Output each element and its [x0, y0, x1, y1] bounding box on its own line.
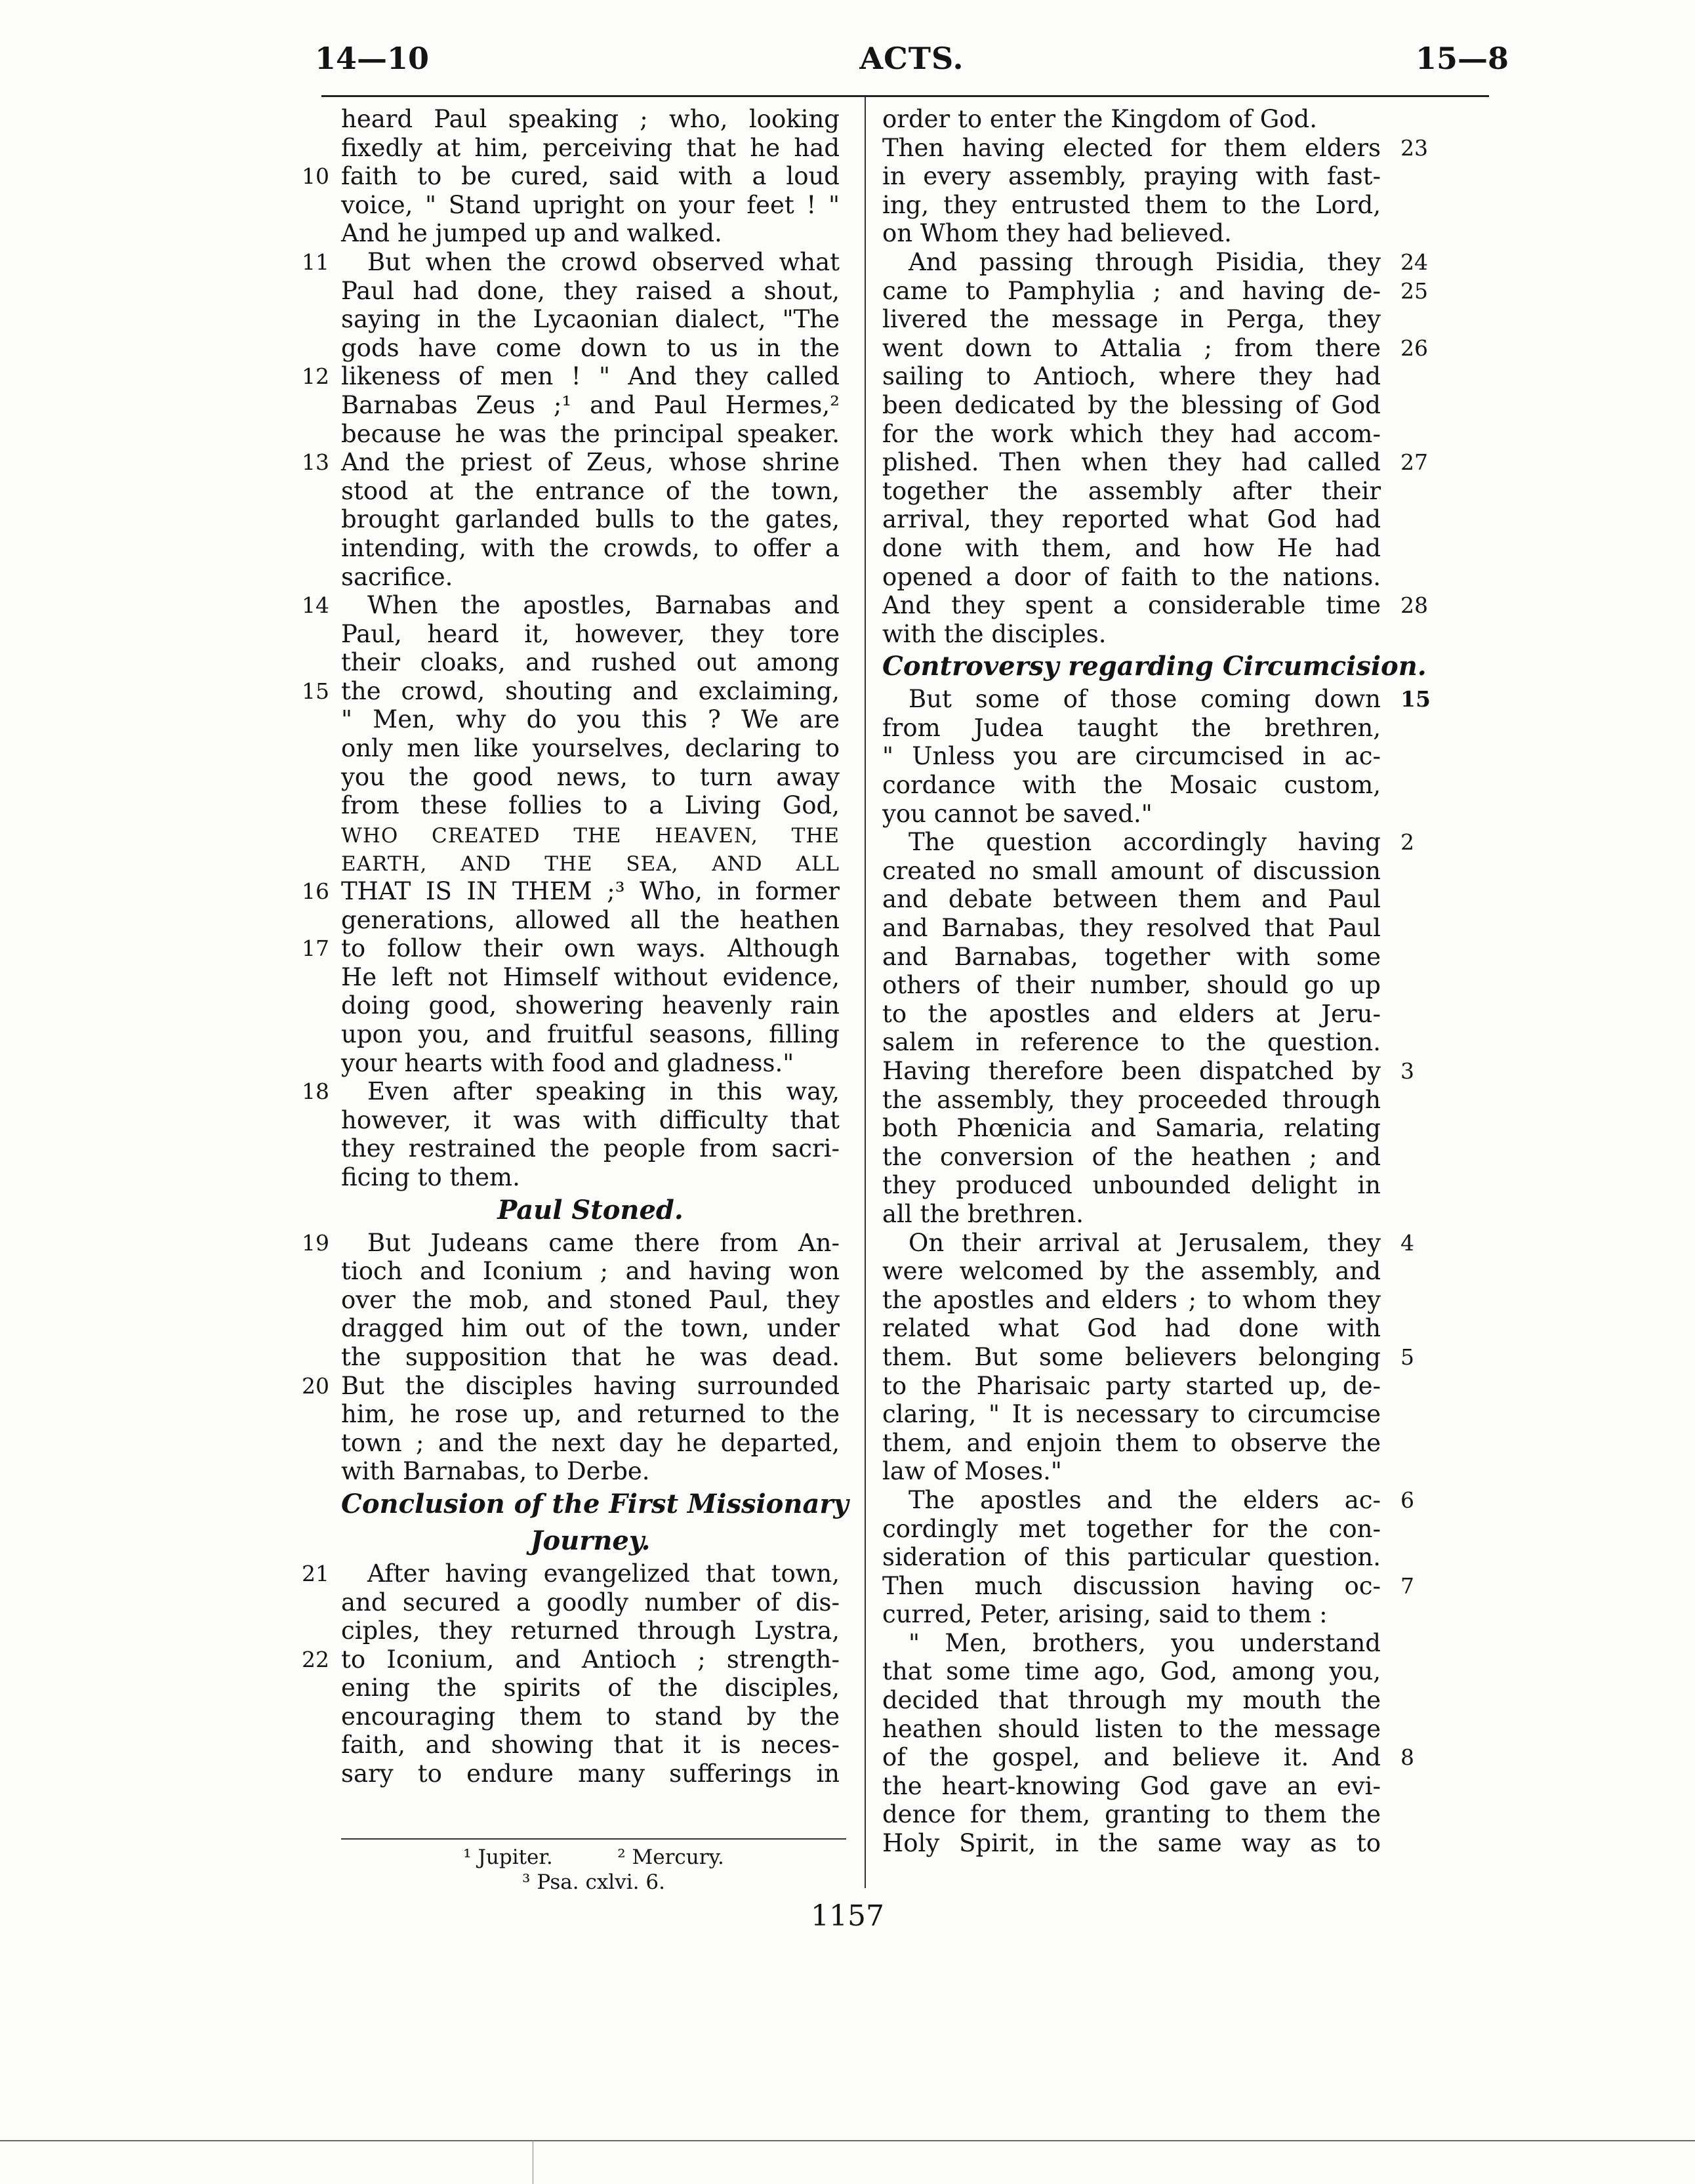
verse-number: 6	[1400, 1487, 1414, 1513]
header-verse-range-end: 15—8	[1415, 41, 1509, 76]
text-line	[882, 333, 1428, 363]
text-line	[882, 914, 1381, 943]
line-text: And the priest of Zeus, whose shrine	[341, 448, 840, 477]
line-text: sailing to Antioch, where they had	[882, 362, 1381, 391]
line-text: The apostles and the elders ac-	[909, 1485, 1381, 1514]
text-line	[882, 448, 1428, 477]
text-line	[882, 534, 1381, 563]
text-line	[341, 1286, 840, 1315]
footnote-line: ³ Psa. cxlvi. 6.	[522, 1870, 665, 1894]
verse-number: 15	[302, 678, 329, 704]
line-text: encouraging them to stand by the	[341, 1702, 840, 1731]
verse-number: 16	[302, 878, 329, 905]
line-text: together the assembly after their	[882, 476, 1381, 505]
line-text: voice, " Stand upright on your feet ! "	[341, 190, 840, 219]
text-line	[882, 800, 1381, 829]
line-text: related what God had done with	[882, 1314, 1381, 1343]
line-text: created no small amount of discussion	[882, 856, 1381, 885]
text-line	[882, 1000, 1381, 1029]
text-line	[882, 391, 1381, 420]
line-text: Then much discussion having oc-	[882, 1571, 1381, 1600]
text-line	[302, 877, 840, 906]
line-text: But some of those coming down	[909, 685, 1381, 714]
line-text: cordance with the Mosaic custom,	[882, 771, 1381, 800]
text-line	[341, 1257, 840, 1286]
line-text: EARTH, AND THE SEA, AND ALL	[341, 852, 840, 876]
line-text: that some time ago, God, among you,	[882, 1657, 1381, 1686]
text-line	[341, 391, 840, 420]
line-text: to the apostles and elders at Jeru-	[882, 999, 1381, 1028]
text-line	[882, 1314, 1381, 1343]
line-text: faith, and showing that it is neces-	[341, 1731, 840, 1760]
line-text: came to Pamphylia ; and having de-	[882, 276, 1381, 305]
line-text: sacrifice.	[341, 562, 453, 591]
text-line	[882, 1171, 1381, 1200]
line-text: Barnabas Zeus ;¹ and Paul Hermes,²	[341, 390, 840, 419]
text-line	[341, 563, 840, 592]
verse-number: 7	[1400, 1573, 1414, 1599]
text-line	[341, 1314, 840, 1343]
text-line	[341, 906, 840, 935]
text-line	[882, 1629, 1381, 1658]
text-line	[341, 477, 840, 506]
line-text: upon you, and fruitful seasons, filling	[341, 1020, 840, 1048]
text-line	[302, 1645, 840, 1674]
text-line	[302, 1371, 840, 1401]
section-heading: Journey.	[530, 1525, 651, 1556]
text-line	[882, 162, 1381, 191]
verse-number: 12	[302, 363, 329, 390]
line-text: curred, Peter, arising, said to them :	[882, 1600, 1328, 1629]
line-text: and debate between them and Paul	[882, 885, 1381, 914]
text-line	[302, 1077, 840, 1106]
line-text: Then having elected for them elders	[882, 133, 1381, 162]
text-line	[882, 885, 1381, 914]
text-line	[882, 1600, 1381, 1629]
text-line	[882, 362, 1381, 391]
verse-number: 18	[302, 1079, 329, 1105]
text-line	[882, 1086, 1381, 1115]
verse-number: 3	[1400, 1058, 1414, 1084]
text-line	[882, 105, 1381, 134]
line-text: generations, allowed all the heathen	[341, 905, 840, 934]
line-text: and Barnabas, together with some	[882, 942, 1381, 971]
text-line	[882, 742, 1381, 771]
text-line	[882, 1485, 1414, 1515]
text-line	[882, 1286, 1381, 1315]
line-text: with Barnabas, to Derbe.	[341, 1457, 650, 1486]
line-text: to follow their own ways. Although	[341, 934, 840, 963]
line-text: both Phœnicia and Samaria, relating	[882, 1114, 1381, 1143]
line-text: ening the spirits of the disciples,	[341, 1674, 840, 1702]
verse-number: 25	[1400, 278, 1428, 304]
line-text: And he jumped up and walked.	[341, 219, 722, 248]
text-line	[882, 1257, 1381, 1286]
text-line	[882, 1829, 1381, 1858]
line-text: for the work which they had accom-	[882, 419, 1381, 448]
line-text: were welcomed by the assembly, and	[882, 1257, 1381, 1286]
line-text: Even after speaking in this way,	[367, 1077, 840, 1106]
line-text: But the disciples having surrounded	[341, 1371, 840, 1400]
text-line	[341, 1731, 840, 1760]
text-line	[341, 1702, 840, 1731]
text-line	[341, 1134, 840, 1163]
text-line	[341, 620, 840, 649]
line-text: decided that through my mouth the	[882, 1686, 1381, 1715]
text-line	[341, 534, 840, 563]
line-text: only men like yourselves, declaring to	[341, 734, 840, 763]
line-text: others of their number, should go up	[882, 971, 1381, 1000]
text-line	[882, 1143, 1381, 1172]
text-line	[882, 1657, 1381, 1686]
text-line	[341, 277, 840, 306]
line-text: on Whom they had believed.	[882, 219, 1232, 248]
line-text: But Judeans came there from An-	[367, 1228, 840, 1257]
line-text: salem in reference to the question.	[882, 1028, 1381, 1057]
line-text: them. But some believers belonging	[882, 1342, 1381, 1371]
line-text: Paul, heard it, however, they tore	[341, 619, 840, 648]
line-text: Having therefore been dispatched by	[882, 1057, 1381, 1085]
line-text: in every assembly, praying with fast-	[882, 162, 1381, 191]
text-line	[882, 133, 1428, 163]
text-line	[882, 1686, 1381, 1715]
line-text: town ; and the next day he departed,	[341, 1428, 840, 1457]
verse-number: 23	[1400, 134, 1428, 161]
text-line	[302, 162, 840, 191]
text-line	[882, 971, 1381, 1000]
text-line	[882, 1743, 1414, 1772]
line-text: WHO CREATED THE HEAVEN, THE	[341, 823, 840, 848]
line-text: and secured a goodly number of dis-	[341, 1588, 840, 1617]
verse-number: 8	[1400, 1744, 1414, 1771]
section-heading: Paul Stoned.	[497, 1194, 684, 1226]
section-heading: Controversy regarding Circumcision.	[882, 651, 1427, 682]
verse-number: 15	[1400, 686, 1431, 712]
line-text: faith to be cured, said with a loud	[341, 162, 840, 191]
text-line	[341, 1400, 840, 1429]
text-line	[882, 563, 1381, 592]
header-book-title: ACTS.	[859, 41, 964, 76]
text-line	[341, 1588, 840, 1617]
text-line	[882, 1543, 1381, 1572]
text-line	[882, 943, 1381, 972]
line-text: the supposition that he was dead.	[341, 1342, 840, 1371]
verse-number: 5	[1400, 1344, 1414, 1370]
text-line	[341, 420, 840, 449]
text-line	[302, 448, 840, 477]
line-text: because he was the principal speaker.	[341, 419, 840, 448]
text-line	[302, 1228, 840, 1258]
text-line	[882, 1715, 1381, 1744]
line-text: intending, with the crowds, to offer a	[341, 533, 840, 562]
text-line	[302, 247, 840, 277]
line-text: however, it was with difficulty that	[341, 1105, 840, 1134]
text-line	[882, 857, 1381, 886]
text-line	[341, 1020, 840, 1049]
line-text: law of Moses."	[882, 1457, 1062, 1486]
line-text: plished. Then when they had called	[882, 448, 1381, 477]
line-text: " Unless you are circumcised in ac-	[882, 742, 1381, 771]
line-text: of the gospel, and believe it. And	[882, 1743, 1381, 1772]
text-line	[882, 1515, 1381, 1544]
line-text: from Judea taught the brethren,	[882, 713, 1381, 742]
verse-number: 2	[1400, 829, 1414, 855]
line-text: THAT IS IN THEM ;³ Who, in former	[341, 877, 840, 906]
line-text: to the Pharisaic party started up, de-	[882, 1371, 1381, 1400]
verse-number: 20	[302, 1372, 329, 1399]
text-line	[882, 1342, 1414, 1372]
text-line	[882, 1800, 1381, 1829]
verse-number: 17	[302, 936, 329, 962]
text-line	[882, 828, 1414, 857]
text-line	[302, 934, 840, 963]
text-line	[341, 648, 840, 677]
text-line	[341, 191, 840, 220]
text-line	[882, 276, 1428, 306]
line-text: cordingly met together for the con-	[882, 1514, 1381, 1543]
text-line	[341, 334, 840, 363]
verse-number: 13	[302, 449, 329, 476]
text-line	[882, 1114, 1381, 1143]
text-line	[341, 791, 840, 820]
text-line	[341, 1106, 840, 1135]
text-line	[882, 1457, 1381, 1486]
text-line	[882, 191, 1381, 220]
verse-number: 26	[1400, 335, 1428, 361]
line-text: After having evangelized that town,	[367, 1559, 840, 1588]
line-text: brought garlanded bulls to the gates,	[341, 505, 840, 534]
text-line	[341, 1674, 840, 1702]
text-line	[882, 1028, 1381, 1057]
line-text: the heart-knowing God gave an evi-	[882, 1771, 1381, 1800]
page-number: 1157	[811, 1899, 884, 1933]
text-line	[341, 1049, 840, 1078]
line-text: the assembly, they proceeded through	[882, 1085, 1381, 1114]
text-line	[302, 676, 840, 706]
text-line	[882, 771, 1381, 800]
line-text: likeness of men ! " And they called	[341, 362, 840, 391]
line-text: tioch and Iconium ; and having won	[341, 1257, 840, 1286]
verse-number: 4	[1400, 1229, 1414, 1256]
text-line	[341, 134, 840, 163]
line-text: Paul had done, they raised a shout,	[341, 276, 840, 305]
text-line	[882, 1772, 1381, 1801]
line-text: dragged him out of the town, under	[341, 1314, 840, 1343]
line-text: been dedicated by the blessing of God	[882, 390, 1381, 419]
right-column	[882, 105, 1431, 1858]
verse-number: 24	[1400, 249, 1428, 275]
verse-number: 21	[302, 1560, 329, 1586]
line-text: gods have come down to us in the	[341, 333, 840, 362]
header-verse-range-start: 14—10	[315, 41, 430, 76]
line-text: went down to Attalia ; from there	[882, 333, 1381, 362]
line-text: them, and enjoin them to observe the	[882, 1428, 1381, 1457]
line-text: And passing through Pisidia, they	[909, 247, 1381, 276]
line-text: Holy Spirit, in the same way as to	[882, 1829, 1381, 1858]
verse-number: 10	[302, 163, 329, 190]
text-line	[882, 1057, 1414, 1086]
line-text: their cloaks, and rushed out among	[341, 648, 840, 677]
line-text: ciples, they returned through Lystra,	[341, 1617, 840, 1645]
text-line	[341, 1429, 840, 1458]
line-text: But when the crowd observed what	[367, 247, 840, 276]
text-line	[341, 1760, 840, 1788]
line-text: dence for them, granting to them the	[882, 1800, 1381, 1829]
text-line	[882, 219, 1381, 248]
verse-number: 28	[1400, 592, 1428, 619]
line-text: your hearts with food and gladness."	[341, 1048, 794, 1077]
line-text: with the disciples.	[882, 619, 1107, 648]
footnotes	[341, 1845, 846, 1895]
text-line	[302, 591, 840, 620]
line-text: stood at the entrance of the town,	[341, 476, 840, 505]
text-line	[882, 1429, 1381, 1458]
text-line	[882, 505, 1381, 534]
line-text: you cannot be saved."	[882, 799, 1153, 828]
text-line	[341, 991, 840, 1020]
text-line	[882, 1372, 1381, 1401]
line-text: He left not Himself without evidence,	[341, 962, 840, 991]
text-line	[882, 420, 1381, 449]
verse-number: 11	[302, 249, 329, 275]
line-text: the crowd, shouting and exclaiming,	[341, 676, 840, 705]
footnote-line: ¹ Jupiter. ² Mercury.	[463, 1845, 724, 1869]
text-line	[882, 1200, 1381, 1229]
text-line	[341, 705, 840, 734]
line-text: On their arrival at Jerusalem, they	[909, 1228, 1381, 1257]
text-line	[882, 477, 1381, 506]
line-text: heathen should listen to the message	[882, 1714, 1381, 1743]
line-text: over the mob, and stoned Paul, they	[341, 1285, 840, 1314]
text-line	[341, 219, 840, 248]
text-line	[302, 1559, 840, 1588]
line-text: and Barnabas, they resolved that Paul	[882, 914, 1381, 943]
line-text: sideration of this particular question.	[882, 1543, 1381, 1572]
verse-number: 27	[1400, 449, 1428, 476]
text-line	[341, 763, 840, 792]
line-text: heard Paul speaking ; who, looking	[341, 105, 840, 133]
text-line	[341, 505, 840, 534]
text-line	[341, 1617, 840, 1645]
line-text: all the brethren.	[882, 1199, 1084, 1228]
line-text: to Iconium, and Antioch ; strength-	[341, 1645, 840, 1674]
line-text: order to enter the Kingdom of God.	[882, 105, 1318, 133]
left-column	[302, 105, 849, 1788]
line-text: you the good news, to turn away	[341, 762, 840, 791]
text-line	[882, 1400, 1381, 1429]
text-line	[341, 820, 840, 849]
line-text: they restrained the people from sacri-	[341, 1134, 840, 1163]
running-header	[315, 41, 1509, 80]
line-text: him, he rose up, and returned to the	[341, 1400, 840, 1429]
line-text: arrival, they reported what God had	[882, 505, 1381, 534]
line-text: saying in the Lycaonian dialect, "The	[341, 305, 840, 334]
text-line	[341, 848, 840, 877]
text-line	[882, 305, 1381, 334]
line-text: done with them, and how He had	[882, 533, 1381, 562]
line-text: And they spent a considerable time	[882, 591, 1381, 620]
text-line	[341, 1163, 840, 1192]
column-divider	[865, 97, 866, 1888]
text-line	[341, 963, 840, 992]
line-text: from these follies to a Living God,	[341, 791, 840, 820]
text-line	[341, 1343, 840, 1372]
verse-number: 22	[302, 1646, 329, 1672]
line-text: The question accordingly having	[909, 828, 1381, 857]
scan-edge-rule	[0, 2140, 1695, 2141]
text-line	[341, 305, 840, 334]
text-line	[882, 247, 1428, 277]
footnote-rule	[341, 1838, 846, 1840]
line-text: " Men, brothers, you understand	[909, 1628, 1381, 1657]
line-text: fixedly at him, perceiving that he had	[341, 133, 840, 162]
text-line	[341, 1457, 840, 1486]
header-rule	[321, 95, 1489, 97]
line-text: doing good, showering heavenly rain	[341, 991, 840, 1020]
line-text: opened a door of faith to the nations.	[882, 562, 1381, 591]
text-line	[882, 620, 1381, 649]
line-text: ing, they entrusted them to the Lord,	[882, 190, 1381, 219]
text-line	[341, 734, 840, 763]
text-line	[882, 685, 1431, 714]
line-text: claring, " It is necessary to circumcise	[882, 1400, 1381, 1429]
line-text: ficing to them.	[341, 1163, 520, 1191]
line-text: livered the message in Perga, they	[882, 305, 1381, 334]
line-text: " Men, why do you this ? We are	[341, 705, 840, 734]
line-text: the apostles and elders ; to whom they	[882, 1285, 1381, 1314]
text-line	[882, 1228, 1414, 1258]
text-line	[341, 105, 840, 134]
text-line	[882, 714, 1381, 743]
line-text: When the apostles, Barnabas and	[367, 591, 840, 620]
text-line	[882, 1571, 1414, 1601]
text-line	[302, 362, 840, 391]
section-heading: Conclusion of the First Missionary	[341, 1488, 849, 1519]
line-text: the conversion of the heathen ; and	[882, 1142, 1381, 1171]
verse-number: 19	[302, 1229, 329, 1256]
line-text: they produced unbounded delight in	[882, 1171, 1381, 1200]
text-line	[882, 591, 1428, 620]
verse-number: 14	[302, 592, 329, 619]
line-text: sary to endure many sufferings in	[341, 1760, 840, 1788]
